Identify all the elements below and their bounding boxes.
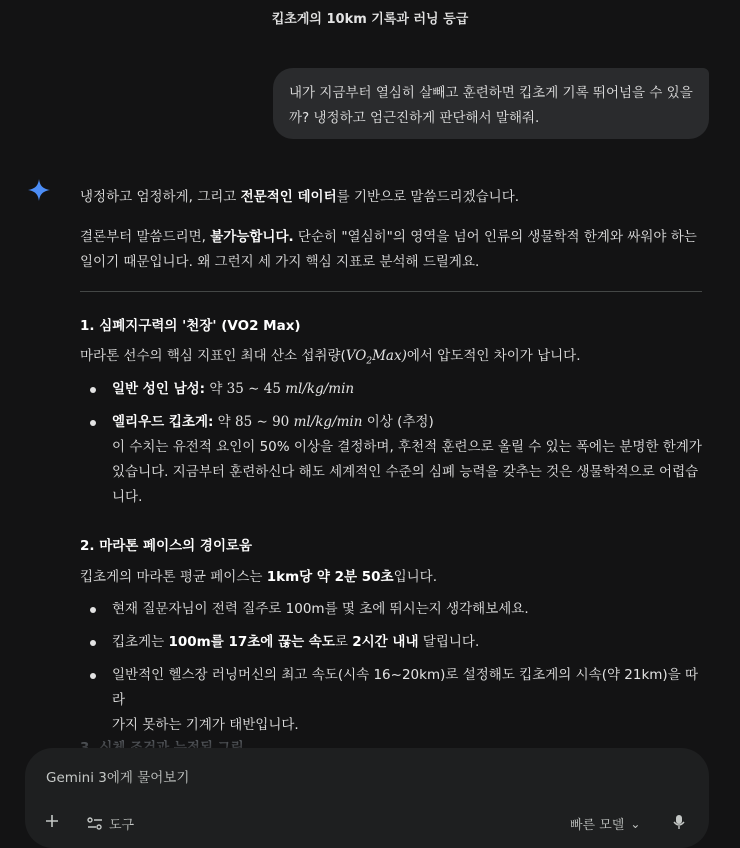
intro-paragraph: 냉정하고 엄정하게, 그리고 전문적인 데이터를 기반으로 말씀드리겠습니다.: [80, 189, 520, 205]
section-2-heading: 2. 마라톤 페이스의 경이로움: [80, 538, 253, 554]
user-message-line: 까? 냉정하고 엄근진하게 판단해서 말해줘.: [289, 110, 540, 126]
section-2-list: [80, 597, 704, 738]
conversation-title: 킵초게의 10km 기록과 러닝 등급: [271, 12, 469, 27]
list-item: 엘리우드 킵초게: 약 85 ∼ 90 ml/kg/min 이상 (추정) 이 수치는 유전적 요인이 50% 이상을 결정하며, 후천적 훈련으로 올릴 수 있는 폭에는 분명한 한계가 있습니다. 지금부터 훈련하신다 해도 세계적인 수준의 심폐 능력을 갖추는 것은 생물학적으로 어렵습 니다.: [80, 410, 704, 510]
add-button[interactable]: [45, 814, 59, 828]
user-message-line: 내가 지금부터 열심히 살빼고 훈련하면 킵초게 기록 뛰어넘을 수 있을: [289, 85, 693, 101]
tools-label: 도구: [109, 818, 135, 833]
list-item: 일반적인 헬스장 러닝머신의 최고 속도(시속 16~20km)로 설정해도 킵초게의 시속(약 21km)을 따라 가지 못하는 기계가 태반입니다.: [80, 663, 704, 738]
chevron-down-icon: ⌄: [630, 816, 641, 831]
model-label: 빠른 모델: [570, 818, 625, 833]
section-1-body: 마라톤 선수의 핵심 지표인 최대 산소 섭취량$(VO_2Max)$에서 압도적인 차이가 납니다.: [80, 348, 581, 367]
divider: [80, 291, 702, 292]
list-item: 일반 성인 남성: 약 35 ∼ 45 ml/kg/min: [80, 377, 704, 402]
list-item: 킵초게는 100m를 17초에 끊는 속도로 2시간 내내 달립니다.: [80, 630, 704, 655]
gemini-sparkle-icon: [27, 178, 51, 202]
section-2-body: 킵초게의 마라톤 평균 페이스는 1km당 약 2분 50초입니다.: [80, 569, 438, 585]
section-1-list: [80, 377, 704, 510]
microphone-button[interactable]: [673, 814, 685, 830]
plus-icon: [45, 814, 59, 828]
microphone-icon: [673, 814, 685, 830]
list-item: 현재 질문자님이 전력 질주로 100m를 몇 초에 뛰시는지 생각해보세요.: [80, 597, 704, 622]
conclusion-paragraph: 결론부터 말씀드리면, 불가능합니다. 단순히 "열심히"의 영역을 넘어 인류의 생물학적 한계와 싸워야 하는 일이기 때문입니다. 왜 그런지 세 가지 핵심 지표로 분석해 드릴게요.: [80, 229, 697, 270]
section-1-heading: 1. 심폐지구력의 '천장' (VO2 Max): [80, 318, 301, 334]
prompt-composer: [25, 748, 709, 848]
prompt-input[interactable]: Gemini 3에게 물어보기: [46, 770, 190, 786]
vo2max-formula: $VO_2Max$): [345, 348, 407, 367]
user-message-bubble: [273, 68, 709, 139]
